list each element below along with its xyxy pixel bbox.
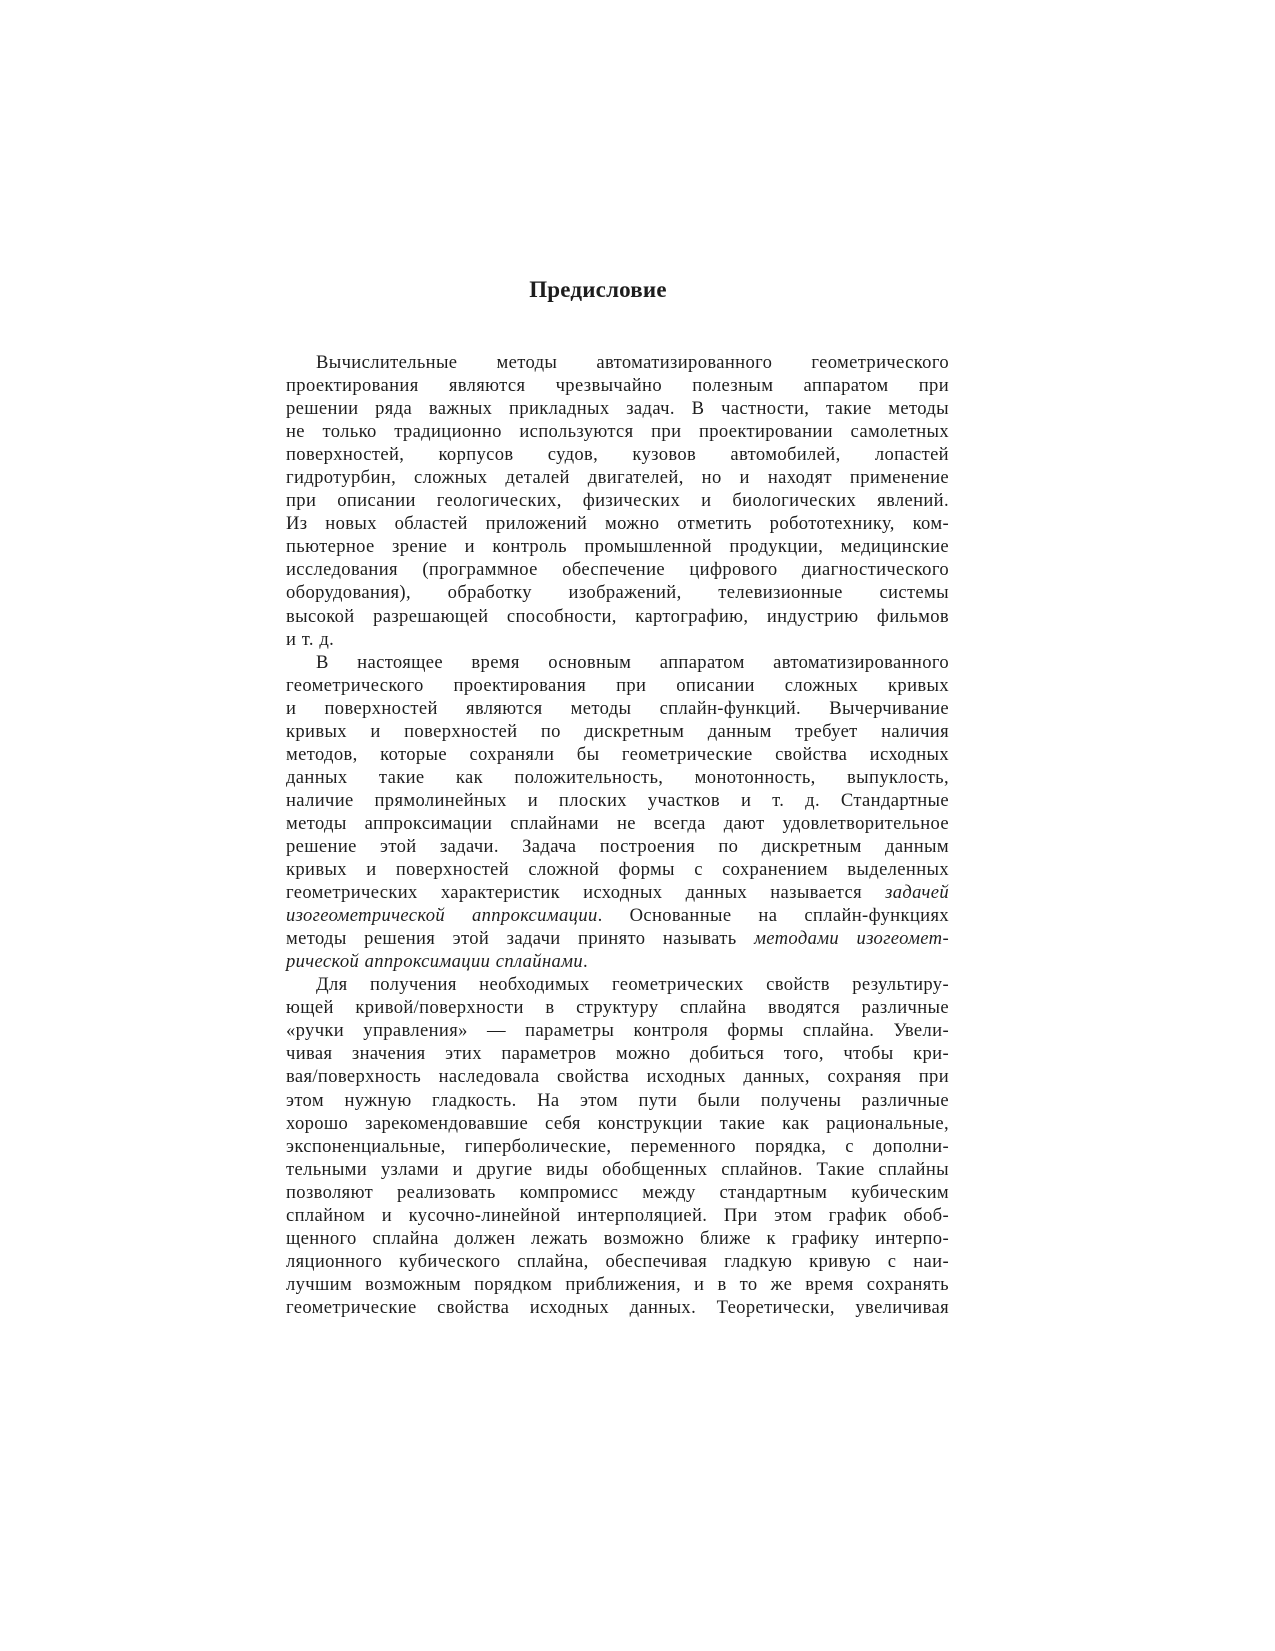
text-line: проектирования являются чрезвычайно полезным аппаратом при bbox=[286, 375, 949, 397]
italic-term: изогеометрической аппроксимации bbox=[286, 905, 598, 927]
text-line: наличие прямолинейных и плоских участков и т. д. Стандартные bbox=[286, 789, 949, 811]
text-line: данных такие как положительность, монотонность, выпуклость, bbox=[286, 766, 949, 788]
text-line: при описании геологических, физических и биологических явлений. bbox=[286, 490, 949, 512]
text-line: гидротурбин, сложных деталей двигателей, но и находят применение bbox=[286, 467, 949, 489]
text-line: этом нужную гладкость. На этом пути были получены различные bbox=[286, 1089, 949, 1111]
text-line: методы аппроксимации сплайнами не всегда дают удовлетворительное bbox=[286, 812, 949, 834]
text-line: исследования (программное обеспечение цифрового диагностического bbox=[286, 559, 949, 581]
text-line: экспоненциальные, гиперболические, переменного порядка, с дополни- bbox=[286, 1135, 949, 1157]
text-line: рической аппроксимации сплайнами. bbox=[286, 951, 589, 973]
body-text bbox=[286, 351, 949, 1319]
text-line: изогеометрической аппроксимации. Основанные на сплайн-функциях bbox=[286, 905, 950, 927]
italic-term: рической аппроксимации сплайнами bbox=[286, 951, 584, 973]
text-line: методов, которые сохраняли бы геометрические свойства исходных bbox=[286, 743, 949, 765]
text-line: В настоящее время основным аппаратом автоматизированного bbox=[316, 651, 949, 673]
text-line: вая/поверхность наследовала свойства исходных данных, сохраняя при bbox=[286, 1066, 949, 1088]
text-line: сплайном и кусочно-линейной интерполяцией. При этом график обоб- bbox=[286, 1204, 949, 1226]
text-line: геометрические свойства исходных данных. Теоретически, увеличивая bbox=[286, 1296, 949, 1318]
text-line: оборудования), обработку изображений, телевизионные системы bbox=[286, 582, 949, 604]
text-line: Вычислительные методы автоматизированного геометрического bbox=[316, 352, 949, 373]
text-line: лучшим возможным порядком приближения, и в то же время сохранять bbox=[286, 1273, 949, 1295]
text-line: позволяют реализовать компромисс между стандартным кубическим bbox=[286, 1181, 949, 1203]
text-line: Для получения необходимых геометрических свойств результиру- bbox=[316, 974, 949, 996]
text-line: геометрического проектирования при описании сложных кривых bbox=[286, 674, 949, 696]
text-line: решении ряда важных прикладных задач. В частности, такие методы bbox=[286, 398, 949, 420]
page-title: Предисловие bbox=[529, 277, 667, 302]
text-line: не только традиционно используются при проектировании самолетных bbox=[286, 421, 949, 443]
text-line: ющей кривой/поверхности в структуру сплайна вводятся различные bbox=[286, 997, 949, 1019]
italic-term: методами изогеомет- bbox=[754, 928, 949, 950]
text-line: чивая значения этих параметров можно добиться того, чтобы кри- bbox=[286, 1043, 949, 1065]
text-line: и поверхностей являются методы сплайн-функций. Вычерчивание bbox=[286, 697, 949, 719]
text-line: «ручки управления» — параметры контроля формы сплайна. Увели- bbox=[286, 1020, 949, 1042]
text-line: поверхностей, корпусов судов, кузовов автомобилей, лопастей bbox=[286, 444, 949, 466]
text-line: пьютерное зрение и контроль промышленной продукции, медицинские bbox=[286, 536, 949, 558]
text-line: тельными узлами и другие виды обобщенных сплайнов. Такие сплайны bbox=[286, 1158, 949, 1180]
text-line: щенного сплайна должен лежать возможно ближе к графику интерпо- bbox=[286, 1227, 949, 1249]
italic-term: задачей bbox=[885, 882, 949, 904]
text-line: кривых и поверхностей по дискретным данным требует наличия bbox=[286, 720, 949, 742]
text-line: высокой разрешающей способности, картографию, индустрию фильмов bbox=[286, 605, 949, 627]
text-line: и т. д. bbox=[286, 628, 335, 650]
text-line: кривых и поверхностей сложной формы с сохранением выделенных bbox=[286, 859, 949, 881]
text-line: методы решения этой задачи принято называть методами изогеомет- bbox=[286, 928, 949, 950]
text-line: ляционного кубического сплайна, обеспечивая гладкую кривую с наи- bbox=[286, 1250, 949, 1272]
text-line: решение этой задачи. Задача построения по дискретным данным bbox=[286, 835, 949, 857]
text-line: геометрических характеристик исходных данных называется задачей bbox=[286, 882, 949, 904]
text-line: хорошо зарекомендовавшие себя конструкции такие как рациональные, bbox=[286, 1112, 949, 1134]
text-line: Из новых областей приложений можно отметить робототехнику, ком- bbox=[286, 513, 949, 535]
